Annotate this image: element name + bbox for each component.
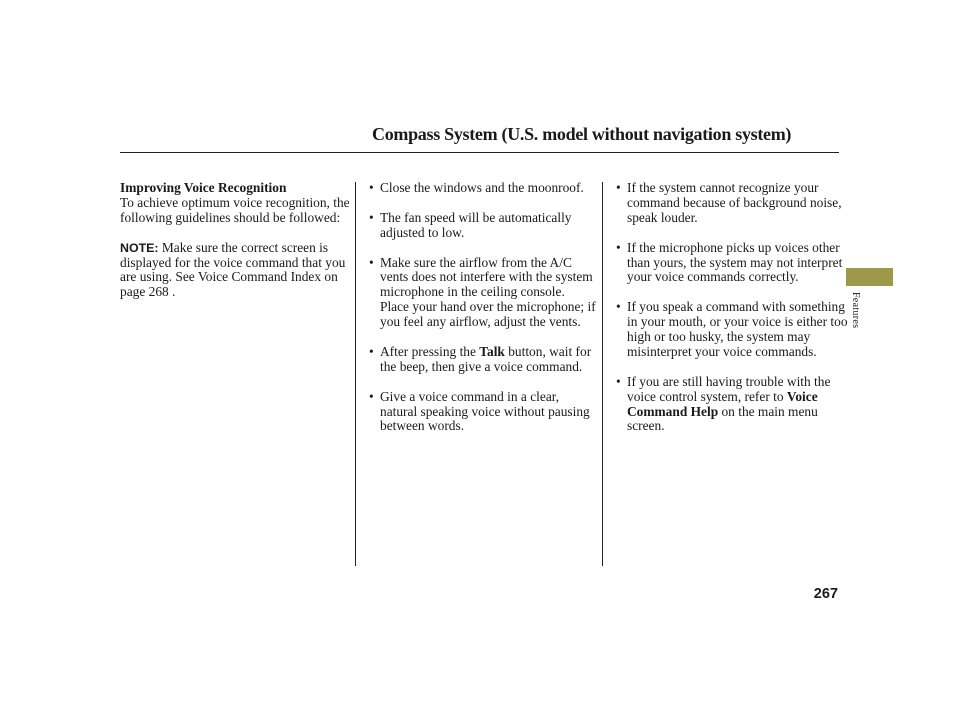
list-item-text: If you are still having trouble with the voice control system, refer to [627, 373, 831, 404]
column-divider-2 [602, 182, 603, 566]
list-item-text: button, wait for the beep, then give a voice command. [380, 343, 592, 374]
list-item: • If you speak a command with something in your mouth, or your voice is either too high or too husky, the system may misinterpret your voice commands. [616, 300, 848, 360]
column-middle [369, 181, 597, 434]
list-item [616, 375, 848, 435]
list-item-text: After pressing the [380, 343, 480, 359]
talk-button-label: Talk [479, 343, 505, 359]
list-item: • Give a voice command in a clear, natural speaking voice without pausing between words. [369, 390, 597, 435]
intro-paragraph: To achieve optimum voice recognition, the following guidelines should be followed: [120, 194, 350, 225]
note-paragraph [120, 241, 350, 301]
column-left [120, 181, 350, 300]
column-divider-1 [355, 182, 356, 566]
section-label: Features [850, 292, 861, 329]
list-item: • If the microphone picks up voices other than yours, the system may not interpret your voice commands correctly. [616, 241, 848, 286]
list-item: • Make sure the airflow from the A/C vents does not interfere with the system microphone in the ceiling console. Place your hand over the microphone; if you feel any airflow, adjust the vents. [369, 256, 597, 331]
section-tab [846, 268, 893, 286]
list-item: • Close the windows and the moonroof. [369, 181, 597, 196]
title-rule [120, 152, 839, 153]
list-item-text: on the main menu screen. [627, 403, 818, 434]
page-number: 267 [813, 586, 838, 602]
page-title: Compass System (U.S. model without navigation system) [372, 124, 792, 144]
voice-command-help-label: Voice Command Help [627, 388, 818, 419]
list-item: • If the system cannot recognize your command because of background noise, speak louder. [616, 181, 848, 226]
note-label: NOTE: [120, 240, 159, 255]
list-item: • The fan speed will be automatically adjusted to low. [369, 211, 597, 241]
column-right [616, 181, 848, 434]
section-heading: Improving Voice Recognition [120, 180, 287, 195]
list-item [369, 345, 597, 375]
note-text: Make sure the correct screen is displayed for the voice command that you are using. See Voice Command Index on page 268 . [120, 239, 346, 300]
